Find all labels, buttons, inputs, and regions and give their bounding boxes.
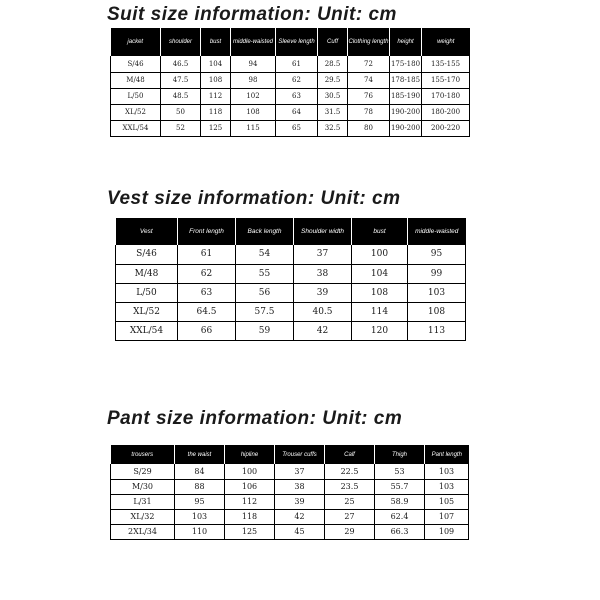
suit-value-cell: 29.5 — [318, 72, 348, 88]
suit-title: Suit size information: Unit: cm — [107, 4, 397, 25]
suit-size-cell: S/46 — [111, 56, 161, 72]
vest-value-cell: 55 — [236, 264, 294, 283]
suit-size-cell: L/50 — [111, 88, 161, 104]
pant-size-cell: XL/32 — [111, 509, 175, 524]
vest-header-cell: Front length — [178, 218, 236, 245]
pant-value-cell: 95 — [175, 494, 225, 509]
suit-header-cell: weight — [422, 28, 470, 56]
suit-value-cell: 155-170 — [422, 72, 470, 88]
pant-value-cell: 38 — [275, 479, 325, 494]
pant-value-cell: 53 — [375, 464, 425, 479]
vest-header-cell: bust — [352, 218, 408, 245]
vest-value-cell: 108 — [408, 302, 466, 321]
suit-header-cell: bust — [201, 28, 231, 56]
suit-value-cell: 61 — [276, 56, 318, 72]
suit-value-cell: 190-200 — [390, 120, 422, 136]
table-row — [116, 283, 466, 302]
suit-value-cell: 125 — [201, 120, 231, 136]
table-row — [116, 245, 466, 264]
vest-size-cell: XL/52 — [116, 302, 178, 321]
suit-value-cell: 178-185 — [390, 72, 422, 88]
pant-size-cell: L/31 — [111, 494, 175, 509]
suit-header-cell: Sleeve length — [276, 28, 318, 56]
table-row — [116, 302, 466, 321]
pant-size-cell: S/29 — [111, 464, 175, 479]
pant-value-cell: 66.3 — [375, 524, 425, 539]
vest-value-cell: 99 — [408, 264, 466, 283]
table-row — [111, 464, 469, 479]
pant-header-cell: Pant length — [425, 445, 469, 464]
suit-value-cell: 170-180 — [422, 88, 470, 104]
pant-value-cell: 112 — [225, 494, 275, 509]
vest-value-cell: 62 — [178, 264, 236, 283]
suit-value-cell: 112 — [201, 88, 231, 104]
pant-body — [111, 464, 469, 539]
vest-value-cell: 54 — [236, 245, 294, 264]
table-row — [116, 321, 466, 340]
vest-size-cell: M/48 — [116, 264, 178, 283]
table-row — [111, 72, 470, 88]
pant-value-cell: 27 — [325, 509, 375, 524]
table-row — [111, 494, 469, 509]
pant-header-cell: trousers — [111, 445, 175, 464]
vest-size-table — [115, 218, 466, 341]
suit-value-cell: 48.5 — [161, 88, 201, 104]
suit-header-cell: middle-waisted — [231, 28, 276, 56]
pant-size-table — [110, 445, 469, 540]
suit-header-cell: height — [390, 28, 422, 56]
suit-value-cell: 74 — [348, 72, 390, 88]
vest-value-cell: 104 — [352, 264, 408, 283]
suit-value-cell: 62 — [276, 72, 318, 88]
vest-value-cell: 38 — [294, 264, 352, 283]
table-row — [111, 509, 469, 524]
pant-header-cell: Trouser cuffs — [275, 445, 325, 464]
suit-header-cell: Cuff — [318, 28, 348, 56]
pant-value-cell: 25 — [325, 494, 375, 509]
suit-value-cell: 115 — [231, 120, 276, 136]
suit-value-cell: 190-200 — [390, 104, 422, 120]
table-row — [111, 88, 470, 104]
table-row — [111, 120, 470, 136]
suit-value-cell: 32.5 — [318, 120, 348, 136]
suit-value-cell: 31.5 — [318, 104, 348, 120]
pant-value-cell: 103 — [425, 479, 469, 494]
suit-value-cell: 76 — [348, 88, 390, 104]
pant-value-cell: 29 — [325, 524, 375, 539]
vest-size-cell: L/50 — [116, 283, 178, 302]
suit-value-cell: 78 — [348, 104, 390, 120]
suit-value-cell: 185-190 — [390, 88, 422, 104]
suit-value-cell: 65 — [276, 120, 318, 136]
suit-header-cell: jacket — [111, 28, 161, 56]
table-row — [111, 56, 470, 72]
suit-value-cell: 52 — [161, 120, 201, 136]
suit-value-cell: 180-200 — [422, 104, 470, 120]
suit-value-cell: 30.5 — [318, 88, 348, 104]
pant-value-cell: 23.5 — [325, 479, 375, 494]
pant-value-cell: 103 — [425, 464, 469, 479]
vest-header-row — [116, 218, 466, 245]
vest-value-cell: 61 — [178, 245, 236, 264]
suit-value-cell: 118 — [201, 104, 231, 120]
suit-value-cell: 108 — [231, 104, 276, 120]
pant-value-cell: 39 — [275, 494, 325, 509]
suit-value-cell: 64 — [276, 104, 318, 120]
suit-value-cell: 80 — [348, 120, 390, 136]
vest-size-cell: XXL/54 — [116, 321, 178, 340]
suit-value-cell: 104 — [201, 56, 231, 72]
vest-title: Vest size information: Unit: cm — [107, 188, 401, 209]
vest-size-cell: S/46 — [116, 245, 178, 264]
pant-header-row — [111, 445, 469, 464]
vest-value-cell: 120 — [352, 321, 408, 340]
vest-value-cell: 42 — [294, 321, 352, 340]
pant-size-cell: 2XL/34 — [111, 524, 175, 539]
suit-value-cell: 175-180 — [390, 56, 422, 72]
suit-value-cell: 50 — [161, 104, 201, 120]
vest-value-cell: 39 — [294, 283, 352, 302]
pant-value-cell: 84 — [175, 464, 225, 479]
table-row — [116, 264, 466, 283]
suit-value-cell: 98 — [231, 72, 276, 88]
vest-value-cell: 108 — [352, 283, 408, 302]
vest-value-cell: 56 — [236, 283, 294, 302]
pant-header-cell: the waist — [175, 445, 225, 464]
suit-size-cell: M/48 — [111, 72, 161, 88]
table-row — [111, 479, 469, 494]
vest-value-cell: 103 — [408, 283, 466, 302]
suit-body — [111, 56, 470, 136]
suit-header-cell: Clothing length — [348, 28, 390, 56]
pant-size-cell: M/30 — [111, 479, 175, 494]
vest-value-cell: 100 — [352, 245, 408, 264]
suit-value-cell: 47.5 — [161, 72, 201, 88]
vest-header-cell: Shoulder width — [294, 218, 352, 245]
pant-header-cell: hipline — [225, 445, 275, 464]
suit-value-cell: 28.5 — [318, 56, 348, 72]
suit-value-cell: 102 — [231, 88, 276, 104]
pant-value-cell: 125 — [225, 524, 275, 539]
suit-value-cell: 63 — [276, 88, 318, 104]
suit-value-cell: 200-220 — [422, 120, 470, 136]
vest-value-cell: 57.5 — [236, 302, 294, 321]
suit-value-cell: 135-155 — [422, 56, 470, 72]
vest-header-cell: middle-waisted — [408, 218, 466, 245]
pant-value-cell: 106 — [225, 479, 275, 494]
pant-value-cell: 45 — [275, 524, 325, 539]
vest-value-cell: 59 — [236, 321, 294, 340]
pant-value-cell: 107 — [425, 509, 469, 524]
pant-value-cell: 88 — [175, 479, 225, 494]
pant-value-cell: 100 — [225, 464, 275, 479]
pant-value-cell: 118 — [225, 509, 275, 524]
table-row — [111, 524, 469, 539]
pant-value-cell: 105 — [425, 494, 469, 509]
pant-value-cell: 109 — [425, 524, 469, 539]
suit-size-cell: XL/52 — [111, 104, 161, 120]
vest-header-cell: Back length — [236, 218, 294, 245]
vest-value-cell: 66 — [178, 321, 236, 340]
pant-header-cell: Calf — [325, 445, 375, 464]
suit-header-cell: shoulder — [161, 28, 201, 56]
table-row — [111, 104, 470, 120]
suit-size-table — [110, 28, 470, 137]
pant-header-cell: Thigh — [375, 445, 425, 464]
suit-value-cell: 72 — [348, 56, 390, 72]
pant-value-cell: 55.7 — [375, 479, 425, 494]
vest-value-cell: 37 — [294, 245, 352, 264]
vest-header-cell: Vest — [116, 218, 178, 245]
suit-value-cell: 108 — [201, 72, 231, 88]
vest-value-cell: 114 — [352, 302, 408, 321]
vest-value-cell: 63 — [178, 283, 236, 302]
pant-value-cell: 103 — [175, 509, 225, 524]
suit-value-cell: 94 — [231, 56, 276, 72]
pant-value-cell: 42 — [275, 509, 325, 524]
vest-value-cell: 64.5 — [178, 302, 236, 321]
pant-title: Pant size information: Unit: cm — [107, 408, 403, 429]
suit-size-cell: XXL/54 — [111, 120, 161, 136]
vest-value-cell: 95 — [408, 245, 466, 264]
vest-value-cell: 40.5 — [294, 302, 352, 321]
vest-body — [116, 245, 466, 340]
pant-value-cell: 58.9 — [375, 494, 425, 509]
pant-value-cell: 62.4 — [375, 509, 425, 524]
vest-value-cell: 113 — [408, 321, 466, 340]
suit-header-row — [111, 28, 470, 56]
pant-value-cell: 22.5 — [325, 464, 375, 479]
pant-value-cell: 37 — [275, 464, 325, 479]
pant-value-cell: 110 — [175, 524, 225, 539]
suit-value-cell: 46.5 — [161, 56, 201, 72]
